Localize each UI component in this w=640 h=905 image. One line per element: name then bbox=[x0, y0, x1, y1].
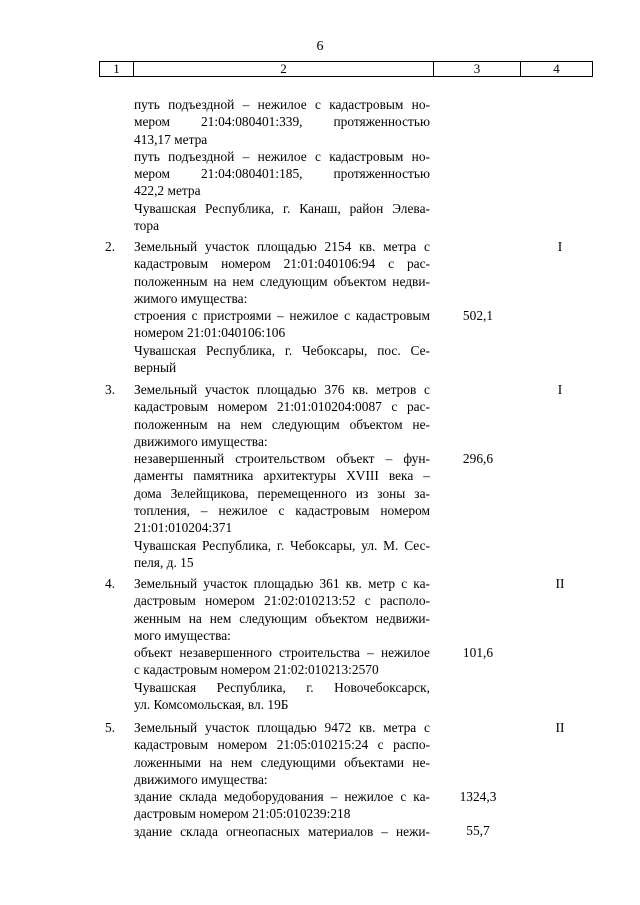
item-area: 101,6 bbox=[462, 645, 494, 660]
description-line: пеля, д. 15 bbox=[134, 554, 194, 570]
item-category: I bbox=[557, 382, 563, 397]
description-line: Чувашская Республика, г. Канаш, район Элева- bbox=[134, 200, 430, 216]
description-line: дастровым номером 21:05:010239:218 bbox=[134, 806, 351, 822]
description-line: кадастровым номером 21:01:010204:0087 с рас- bbox=[134, 399, 430, 415]
item-description bbox=[134, 238, 430, 376]
column-3-header: 3 bbox=[434, 62, 521, 77]
item-area: 502,1 bbox=[462, 308, 494, 323]
table-row-item-4 bbox=[100, 575, 592, 715]
description-line: движимого имущества: bbox=[134, 771, 268, 787]
item-category: I bbox=[557, 239, 563, 254]
description-line: дастровым номером 21:02:010213:52 с располо- bbox=[134, 593, 430, 609]
column-4-header: 4 bbox=[521, 62, 593, 77]
description-line: кадастровым номером 21:01:040106:94 с рас- bbox=[134, 256, 430, 272]
description-line: ложенными на нем следующими объектами не- bbox=[134, 754, 430, 770]
description-line: Земельный участок площадью 9472 кв. метра с bbox=[134, 720, 430, 735]
table-row-item-2 bbox=[100, 238, 592, 378]
item-number: 3. bbox=[105, 382, 116, 397]
description-line: кадастровым номером 21:05:010215:24 с распо- bbox=[134, 737, 430, 753]
item-area: 296,6 bbox=[462, 451, 494, 466]
description-line: мого имущества: bbox=[134, 627, 231, 643]
description-line: путь подъездной – нежилое с кадастровым но- bbox=[134, 148, 430, 164]
description-line: мером 21:04:080401:339, протяженностью bbox=[134, 114, 430, 130]
description-line: здание склада медоборудования – нежилое с ка- bbox=[134, 789, 430, 805]
item-area: 1324,3 bbox=[459, 789, 497, 804]
table-row-item-5 bbox=[100, 719, 592, 844]
item-area: 55,7 bbox=[466, 823, 490, 838]
item-category: II bbox=[555, 720, 565, 735]
item-number: 5. bbox=[105, 720, 116, 735]
description-line: номером 21:01:040106:106 bbox=[134, 325, 286, 341]
description-line: объект незавершенного строительства – нежилое bbox=[134, 645, 430, 661]
description-line: незавершенный строительством объект – фун- bbox=[134, 451, 430, 467]
description-line: 422,2 метра bbox=[134, 183, 201, 199]
description-line: жимого имущества: bbox=[134, 290, 248, 306]
description-line: строения с пристроями – нежилое с кадастровым bbox=[134, 308, 430, 324]
description-line: 21:01:010204:371 bbox=[134, 520, 233, 536]
item-category: II bbox=[555, 576, 565, 591]
column-2-header: 2 bbox=[134, 62, 434, 77]
item-description bbox=[134, 575, 430, 713]
description-line: Земельный участок площадью 2154 кв. метра с bbox=[134, 239, 430, 254]
description-line: Земельный участок площадью 376 кв. метров с bbox=[134, 382, 430, 397]
description-line: 413,17 метра bbox=[134, 131, 208, 147]
description-line: Земельный участок площадью 361 кв. метр с ка- bbox=[134, 576, 430, 591]
item-number: 2. bbox=[105, 239, 116, 254]
description-line: движимого имущества: bbox=[134, 433, 268, 449]
description-line: дома Зелейщикова, перемещенного из зоны за- bbox=[134, 485, 430, 501]
description-line: с кадастровым номером 21:02:010213:2570 bbox=[134, 662, 379, 678]
description-line: даменты памятника архитектуры XVIII века – bbox=[134, 468, 430, 484]
description-line: путь подъездной – нежилое с кадастровым но- bbox=[134, 97, 430, 112]
continuation-description bbox=[134, 96, 430, 234]
item-description bbox=[134, 381, 430, 571]
description-line: ул. Комсомольская, вл. 19Б bbox=[134, 697, 289, 713]
description-line: положенным на нем следующим объектом недви- bbox=[134, 273, 430, 289]
continuation-entry bbox=[100, 96, 592, 236]
description-line: женным на нем следующим объектом недвижи- bbox=[134, 610, 430, 626]
description-line: мером 21:04:080401:185, протяженностью bbox=[134, 166, 430, 182]
page-number: 6 bbox=[316, 39, 324, 54]
table-row-item-3 bbox=[100, 381, 592, 571]
column-1-header: 1 bbox=[100, 62, 134, 77]
table-header bbox=[99, 61, 593, 77]
item-description bbox=[134, 719, 430, 840]
description-line: положенным на нем следующим объектом не- bbox=[134, 416, 430, 432]
description-line: здание склада огнеопасных материалов – нежи- bbox=[134, 823, 430, 839]
description-line: Чувашская Республика, г. Чебоксары, пос. Се- bbox=[134, 342, 430, 358]
item-number: 4. bbox=[105, 576, 116, 591]
description-line: тора bbox=[134, 218, 160, 234]
description-line: топления, – нежилое с кадастровым номером bbox=[134, 503, 430, 519]
description-line: верный bbox=[134, 360, 177, 376]
description-line: Чувашская Республика, г. Новочебоксарск, bbox=[134, 679, 430, 695]
description-line: Чувашская Республика, г. Чебоксары, ул. М. Сес- bbox=[134, 537, 430, 553]
